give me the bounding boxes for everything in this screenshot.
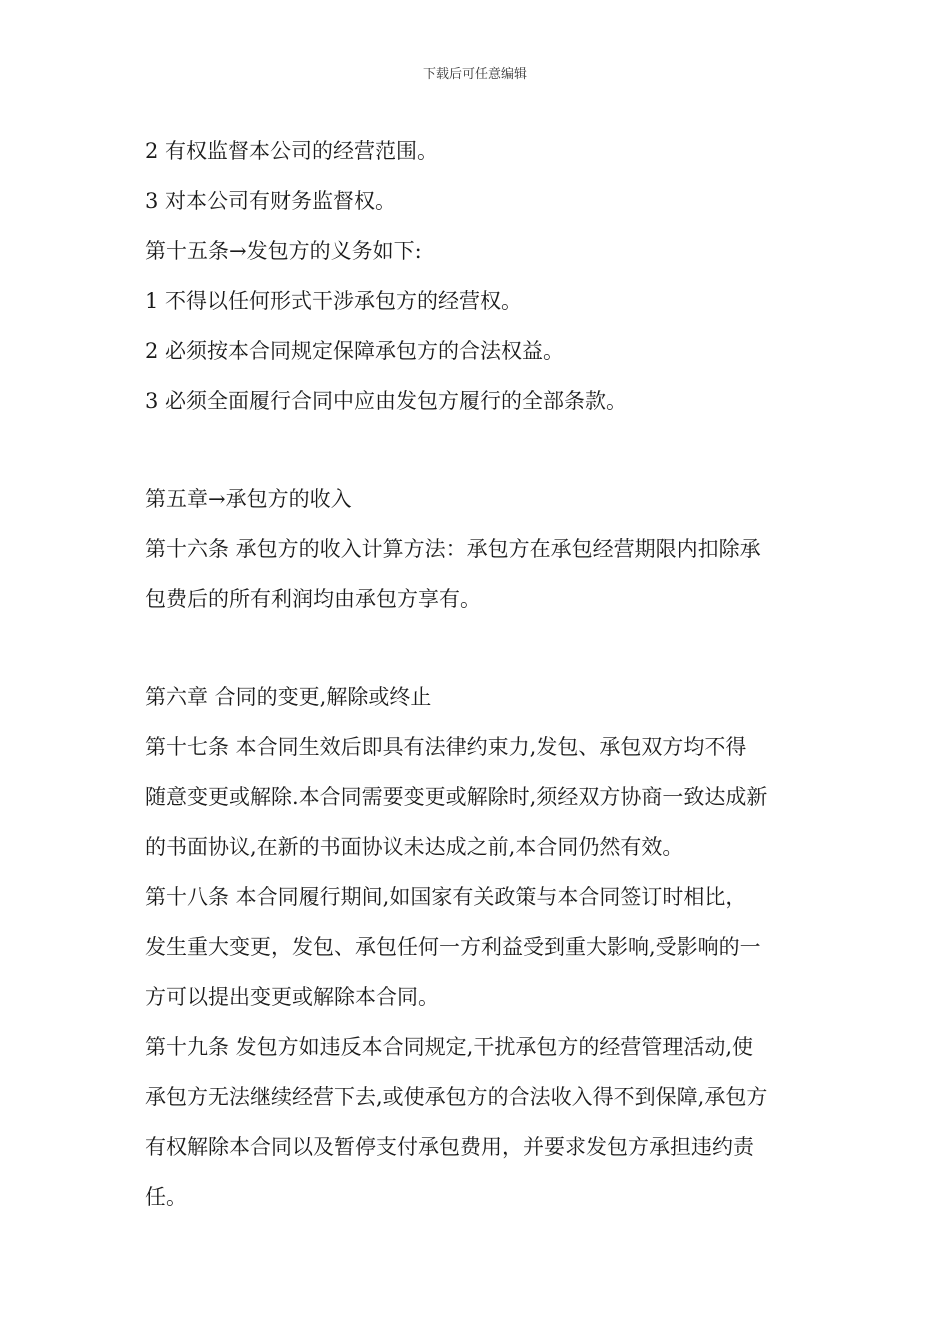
clause-line: 2 必须按本合同规定保障承包方的合法权益。: [145, 339, 565, 363]
article-line: 发生重大变更，发包、承包任何一方利益受到重大影响,受影响的一: [145, 935, 761, 959]
article-line: 有权解除本合同以及暂停支付承包费用，并要求发包方承担违约责: [145, 1135, 754, 1159]
article-line: 任。: [145, 1185, 187, 1209]
article-line: 第十九条 发包方如违反本合同规定,干扰承包方的经营管理活动,使: [145, 1035, 754, 1059]
article-line: 包费后的所有利润均由承包方享有。: [145, 587, 481, 611]
paragraph-gap: [145, 426, 810, 474]
article-line: 的书面协议,在新的书面协议未达成之前,本合同仍然有效。: [145, 835, 684, 859]
paragraph-gap: [145, 624, 810, 672]
article-line: 第十六条 承包方的收入计算方法：承包方在承包经营期限内扣除承: [145, 537, 761, 561]
clause-line: 3 对本公司有财务监督权。: [145, 189, 397, 213]
article-line: 方可以提出变更或解除本合同。: [145, 985, 439, 1009]
chapter-heading: 第六章 合同的变更,解除或终止: [145, 685, 432, 709]
clause-line: 1 不得以任何形式干涉承包方的经营权。: [145, 289, 523, 313]
article-line: 随意变更或解除.本合同需要变更或解除时,须经双方协商一致达成新: [145, 785, 768, 809]
article-line: 第十八条 本合同履行期间,如国家有关政策与本合同签订时相比，: [145, 885, 747, 909]
article-heading: 第十五条→发包方的义务如下:: [145, 239, 422, 263]
clause-line: 3 必须全面履行合同中应由发包方履行的全部条款。: [145, 389, 628, 413]
chapter-heading: 第五章→承包方的收入: [145, 487, 352, 511]
article-line: 承包方无法继续经营下去,或使承包方的合法收入得不到保障,承包方: [145, 1085, 768, 1109]
document-body: [145, 126, 810, 1222]
article-line: 第十七条 本合同生效后即具有法律约束力,发包、承包双方均不得: [145, 735, 747, 759]
clause-line: 2 有权监督本公司的经营范围。: [145, 139, 439, 163]
page-header: 下载后可任意编辑: [422, 67, 527, 82]
